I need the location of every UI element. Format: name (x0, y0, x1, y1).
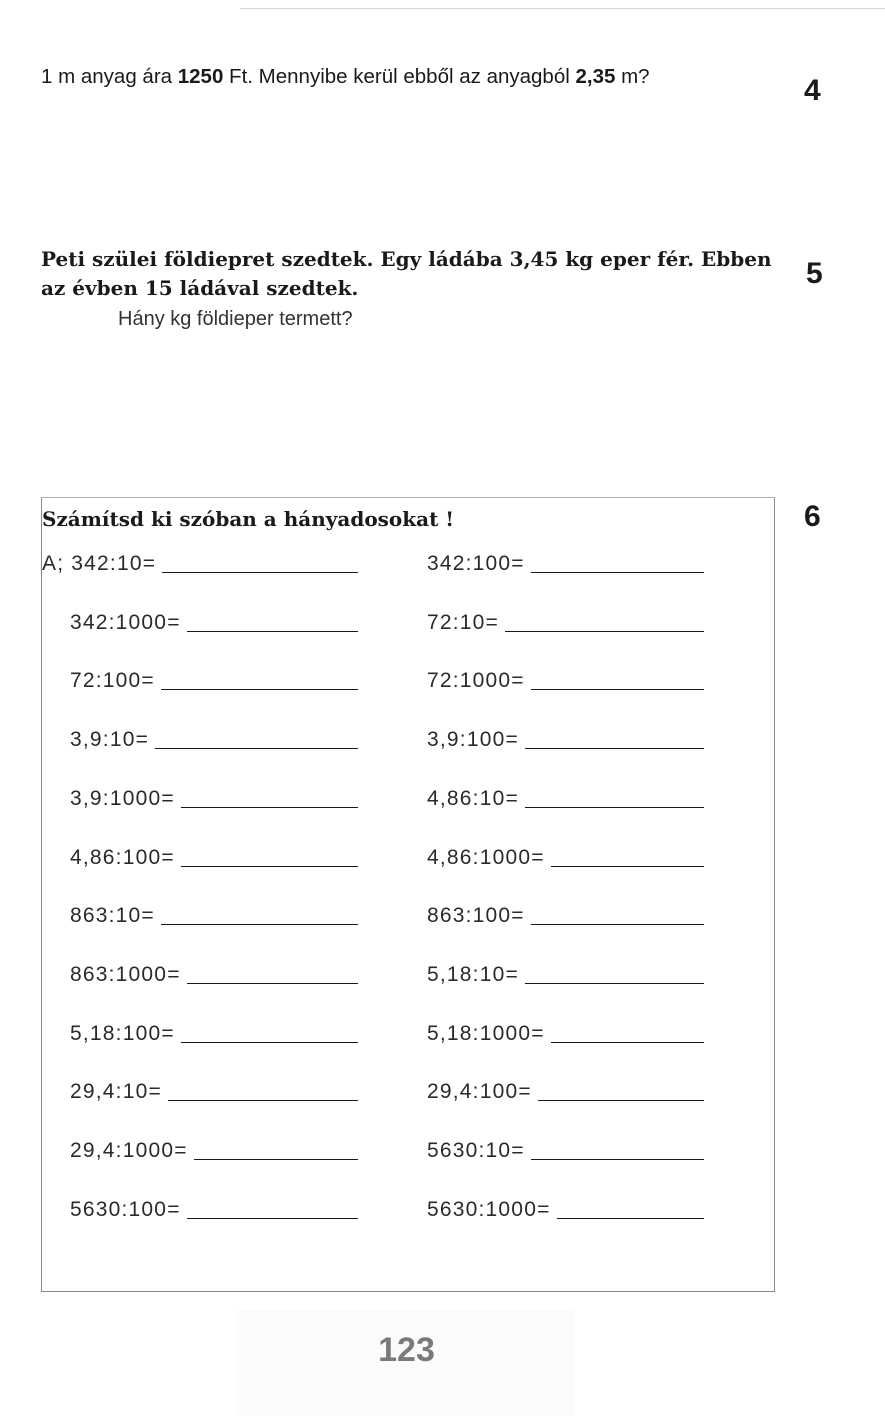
page-number: 123 (378, 1331, 435, 1369)
exercise-number-5: 5 (806, 257, 823, 290)
division-item (70, 603, 358, 635)
answer-blank[interactable] (181, 1041, 358, 1043)
division-expression: A; 342:10= (42, 552, 157, 575)
exercise-number-6: 6 (804, 500, 821, 533)
division-expression: 5,18:10= (427, 963, 519, 986)
division-item (70, 1131, 358, 1163)
answer-blank[interactable] (181, 806, 358, 808)
division-item (427, 896, 704, 928)
q4-price: 1250 (177, 65, 224, 88)
division-expression: 3,9:100= (427, 728, 519, 751)
division-expression: 5630:1000= (427, 1198, 551, 1221)
answer-blank[interactable] (531, 571, 704, 573)
division-expression: 29,4:100= (427, 1080, 532, 1103)
answer-blank[interactable] (525, 806, 704, 808)
answer-blank[interactable] (557, 1217, 704, 1219)
division-expression: 72:1000= (427, 669, 525, 692)
answer-blank[interactable] (161, 688, 358, 690)
q4-length: 2,35 (575, 65, 616, 88)
answer-blank[interactable] (525, 747, 704, 749)
question-4-text (41, 62, 781, 91)
division-expression: 863:10= (70, 904, 155, 927)
division-expression: 3,9:1000= (70, 787, 175, 810)
q4-text-part: m? (615, 65, 650, 88)
division-item (42, 544, 358, 576)
division-expression: 72:10= (427, 611, 500, 634)
division-item (427, 544, 704, 576)
answer-blank[interactable] (155, 747, 358, 749)
division-item (70, 838, 358, 870)
division-item (427, 1072, 704, 1104)
division-expression: 863:1000= (70, 963, 181, 986)
answer-blank[interactable] (531, 923, 704, 925)
division-expression: 5,18:100= (70, 1022, 175, 1045)
division-item (70, 955, 358, 987)
answer-blank[interactable] (162, 571, 358, 573)
answer-blank[interactable] (538, 1099, 704, 1101)
division-expression: 5,18:1000= (427, 1022, 545, 1045)
division-item (427, 1014, 704, 1046)
division-expression: 4,86:100= (70, 846, 175, 869)
q4-text-part: 1 m anyag ára (41, 65, 178, 88)
answer-blank[interactable] (551, 1041, 704, 1043)
answer-blank[interactable] (187, 630, 358, 632)
question-5-subquestion: Hány kg földieper termett? (118, 308, 353, 330)
division-item (427, 955, 704, 987)
division-item (70, 779, 358, 811)
division-item (427, 1131, 704, 1163)
division-expression: 5630:100= (70, 1198, 181, 1221)
answer-blank[interactable] (531, 1158, 704, 1160)
q5-line-2: az évben 15 ládával szedtek. (41, 276, 359, 300)
division-item (427, 603, 704, 635)
answer-blank[interactable] (168, 1099, 358, 1101)
answer-blank[interactable] (187, 982, 358, 984)
division-item (70, 1190, 358, 1222)
answer-blank[interactable] (505, 630, 704, 632)
answer-blank[interactable] (551, 865, 704, 867)
q5-line-1: Peti szülei földiepret szedtek. Egy ládába 3,45 kg eper fér. Ebben (41, 247, 772, 271)
division-item (70, 661, 358, 693)
division-expression: 4,86:1000= (427, 846, 545, 869)
division-item (427, 838, 704, 870)
division-expression: 72:100= (70, 669, 155, 692)
exercise-6-title: Számítsd ki szóban a hányadosokat ! (42, 507, 455, 531)
answer-blank[interactable] (161, 923, 358, 925)
division-item (70, 1072, 358, 1104)
division-item (70, 1014, 358, 1046)
division-item (70, 720, 358, 752)
answer-blank[interactable] (194, 1158, 358, 1160)
division-item (427, 661, 704, 693)
division-item (427, 1190, 704, 1222)
division-expression: 4,86:10= (427, 787, 519, 810)
exercise-number-4: 4 (804, 74, 821, 107)
division-expression: 3,9:10= (70, 728, 150, 751)
answer-blank[interactable] (187, 1217, 358, 1219)
answer-blank[interactable] (181, 865, 358, 867)
answer-blank[interactable] (531, 688, 704, 690)
division-item (70, 896, 358, 928)
division-item (427, 779, 704, 811)
page-top-rule (240, 8, 885, 9)
q4-text-part: Ft. Mennyibe kerül ebből az anyagból (223, 65, 576, 88)
answer-blank[interactable] (525, 982, 704, 984)
division-expression: 342:1000= (70, 611, 181, 634)
division-expression: 29,4:1000= (70, 1139, 188, 1162)
division-expression: 342:100= (427, 552, 525, 575)
question-5-text (41, 245, 801, 303)
division-item (427, 720, 704, 752)
division-expression: 5630:10= (427, 1139, 525, 1162)
division-expression: 29,4:10= (70, 1080, 162, 1103)
division-expression: 863:100= (427, 904, 525, 927)
